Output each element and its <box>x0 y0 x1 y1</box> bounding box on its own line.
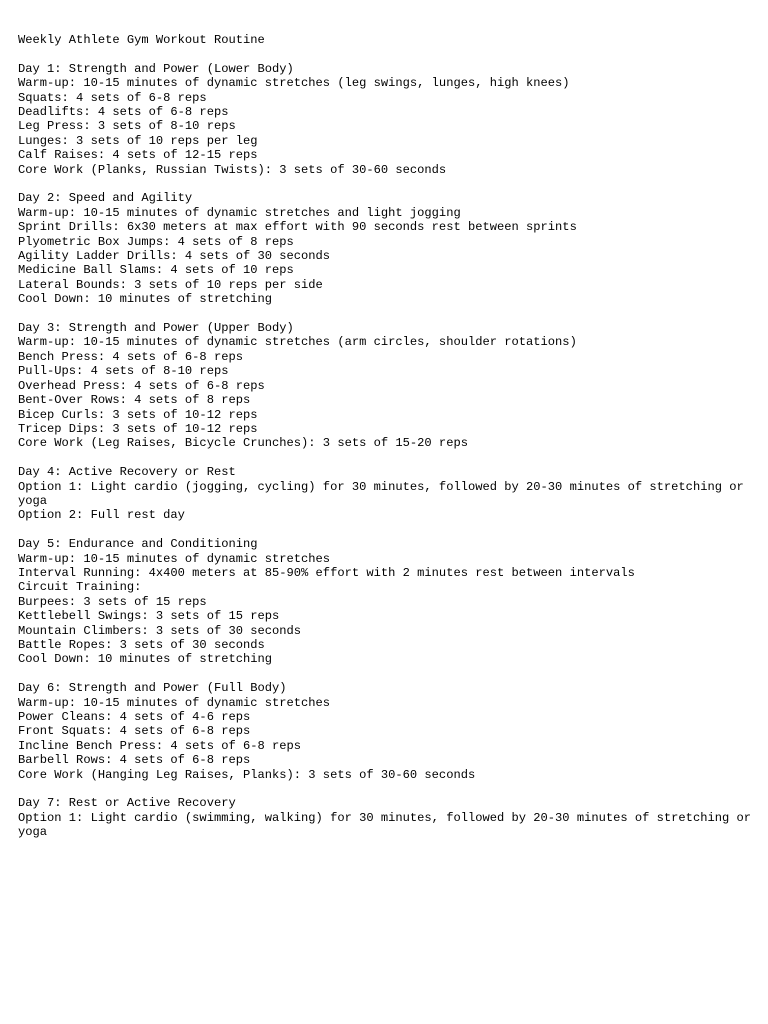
exercise-line: Squats: 4 sets of 6-8 reps <box>18 90 207 105</box>
day-heading: Day 3: Strength and Power (Upper Body) <box>18 321 294 336</box>
exercise-line: Battle Ropes: 3 sets of 30 seconds <box>18 637 265 652</box>
exercise-line: Burpees: 3 sets of 15 reps <box>18 594 207 609</box>
exercise-line: Option 2: Full rest day <box>18 508 185 523</box>
day-heading: Day 7: Rest or Active Recovery <box>18 796 236 811</box>
exercise-line: Mountain Climbers: 3 sets of 30 seconds <box>18 623 302 638</box>
exercise-line: Calf Raises: 4 sets of 12-15 reps <box>18 148 258 163</box>
day-section <box>18 796 758 839</box>
exercise-line: Cool Down: 10 minutes of stretching <box>18 292 273 307</box>
exercise-line: Bent-Over Rows: 4 sets of 8 reps <box>18 393 251 408</box>
exercise-line: Interval Running: 4x400 meters at 85-90% effort with 2 minutes rest between intervals <box>18 565 635 580</box>
exercise-line: Medicine Ball Slams: 4 sets of 10 reps <box>18 263 294 278</box>
exercise-line: Barbell Rows: 4 sets of 6-8 reps <box>18 753 251 768</box>
exercise-line: Core Work (Leg Raises, Bicycle Crunches): 3 sets of 15-20 reps <box>18 436 468 451</box>
exercise-line: Front Squats: 4 sets of 6-8 reps <box>18 724 251 739</box>
exercise-line: Overhead Press: 4 sets of 6-8 reps <box>18 378 265 393</box>
exercise-line: Warm-up: 10-15 minutes of dynamic stretches (arm circles, shoulder rotations) <box>18 335 577 350</box>
exercise-line: Cool Down: 10 minutes of stretching <box>18 652 273 667</box>
exercise-line: Leg Press: 3 sets of 8-10 reps <box>18 119 236 134</box>
day-heading: Day 1: Strength and Power (Lower Body) <box>18 61 294 76</box>
exercise-line: Circuit Training: <box>18 580 142 595</box>
day-section <box>18 465 758 523</box>
exercise-line: Lunges: 3 sets of 10 reps per leg <box>18 133 258 148</box>
day-section <box>18 537 758 667</box>
day-list <box>18 62 758 840</box>
exercise-line: Bench Press: 4 sets of 6-8 reps <box>18 349 243 364</box>
exercise-line: Incline Bench Press: 4 sets of 6-8 reps <box>18 738 302 753</box>
exercise-line: Kettlebell Swings: 3 sets of 15 reps <box>18 609 280 624</box>
day-heading: Day 4: Active Recovery or Rest <box>18 465 236 480</box>
exercise-line: Core Work (Planks, Russian Twists): 3 sets of 30-60 seconds <box>18 162 447 177</box>
exercise-line: Option 1: Light cardio (jogging, cycling) for 30 minutes, followed by 20-30 minutes of stretching or yoga <box>18 479 752 508</box>
day-heading: Day 5: Endurance and Conditioning <box>18 537 258 552</box>
exercise-line: Warm-up: 10-15 minutes of dynamic stretches (leg swings, lunges, high knees) <box>18 76 570 91</box>
exercise-line: Warm-up: 10-15 minutes of dynamic stretches <box>18 551 331 566</box>
document-title: Weekly Athlete Gym Workout Routine <box>18 33 265 47</box>
exercise-line: Bicep Curls: 3 sets of 10-12 reps <box>18 407 258 422</box>
exercise-line: Option 1: Light cardio (swimming, walking) for 30 minutes, followed by 20-30 minutes of stretching or yoga <box>18 810 759 840</box>
day-section <box>18 191 758 306</box>
day-section <box>18 321 758 451</box>
exercise-line: Lateral Bounds: 3 sets of 10 reps per side <box>18 277 323 292</box>
exercise-line: Pull-Ups: 4 sets of 8-10 reps <box>18 364 229 379</box>
day-section <box>18 62 758 177</box>
document-page <box>18 33 758 840</box>
day-section <box>18 681 758 782</box>
exercise-line: Core Work (Hanging Leg Raises, Planks): 3 sets of 30-60 seconds <box>18 767 476 782</box>
exercise-line: Power Cleans: 4 sets of 4-6 reps <box>18 710 251 724</box>
exercise-line: Plyometric Box Jumps: 4 sets of 8 reps <box>18 234 294 249</box>
exercise-line: Tricep Dips: 3 sets of 10-12 reps <box>18 421 258 436</box>
exercise-line: Agility Ladder Drills: 4 sets of 30 seconds <box>18 249 331 264</box>
exercise-line: Sprint Drills: 6x30 meters at max effort with 90 seconds rest between sprints <box>18 220 577 235</box>
day-heading: Day 2: Speed and Agility <box>18 191 193 206</box>
exercise-line: Warm-up: 10-15 minutes of dynamic stretches and light jogging <box>18 205 461 220</box>
exercise-line: Warm-up: 10-15 minutes of dynamic stretches <box>18 695 331 710</box>
exercise-line: Deadlifts: 4 sets of 6-8 reps <box>18 105 229 120</box>
day-heading: Day 6: Strength and Power (Full Body) <box>18 681 287 696</box>
